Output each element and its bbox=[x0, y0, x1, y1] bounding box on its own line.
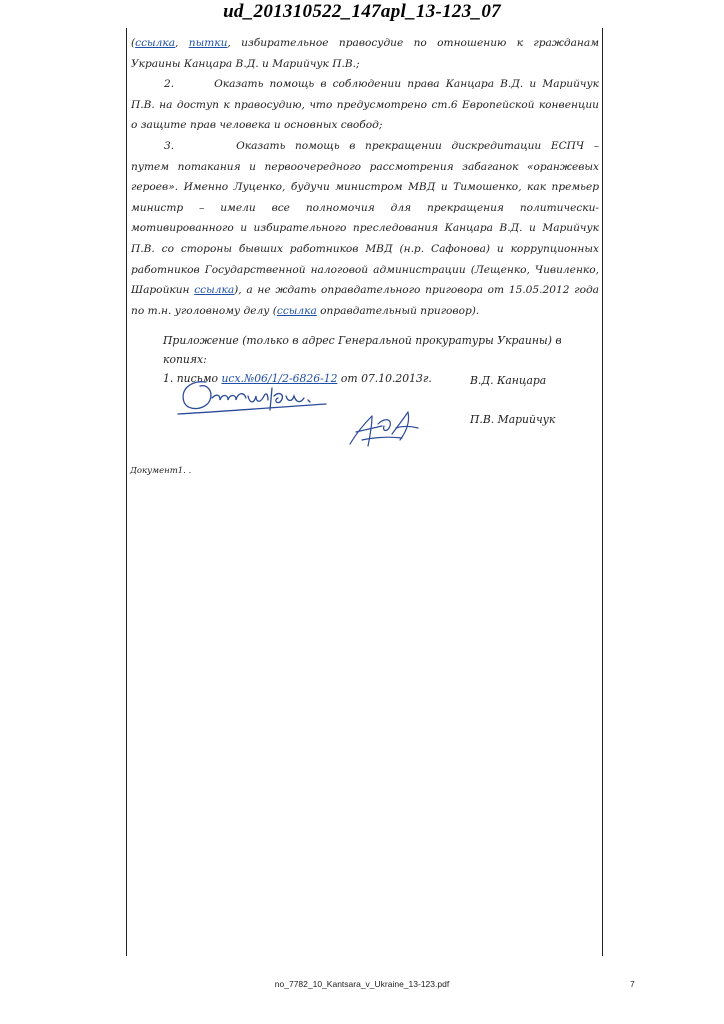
intro-text: , избирательное правосудие по отношению к гражданам Украины Канцара В.Д. и Марийчук П.В.; bbox=[131, 37, 599, 70]
appendix-heading: Приложение (только в адрес Генеральной прокуратуры Украины) в копиях: bbox=[163, 334, 562, 366]
item-3-number: 3. bbox=[164, 139, 175, 152]
document-id-title: ud_201310522_147apl_13-123_07 bbox=[223, 1, 501, 22]
signatory-mariychuk: П.В. Марийчук bbox=[470, 413, 556, 426]
document-mark: Документ1. . bbox=[130, 466, 192, 476]
item-2-text: Оказать помощь в соблюдении права Канцара В.Д. и Марийчук П.В. на доступ к правосудию, что предусмотрено ст.6 Европейской конвенции о защите прав человека и основных свобод; bbox=[131, 78, 599, 132]
signature-mariychuk-image bbox=[342, 404, 428, 452]
link-torture[interactable]: пытки bbox=[188, 37, 228, 49]
signatory-kantsara: В.Д. Канцара bbox=[470, 374, 547, 387]
link-letter-ref[interactable]: исх.№06/1/2-6826-12 bbox=[221, 372, 338, 385]
page-frame-left-border bbox=[126, 28, 127, 956]
appendix-item-suffix: от 07.10.2013г. bbox=[337, 372, 432, 385]
paragraph-intro: (ссылка, пытки, избирательное правосудие по отношению к гражданам Украины Канцара В.Д. и Марийчук П.В.; bbox=[131, 37, 599, 70]
item-2-number: 2. bbox=[164, 78, 175, 91]
item-3-text-3: оправдательный приговор). bbox=[316, 304, 480, 317]
item-3-text-2: ), а не ждать оправдательного приговора от 15.05.2012 года по т.н. уголовному делу ( bbox=[131, 284, 599, 317]
footer-filename: no_7782_10_Kantsara_v_Ukraine_13-123.pdf bbox=[274, 979, 450, 989]
link-reference-3[interactable]: ссылка bbox=[276, 304, 317, 317]
signature-kantsara-image bbox=[176, 374, 336, 420]
text-separator: , bbox=[175, 37, 189, 49]
link-reference-2[interactable]: ссылка bbox=[194, 284, 235, 297]
footer-page-number: 7 bbox=[630, 979, 635, 989]
page-frame-right-border bbox=[602, 28, 603, 956]
item-3-text-1: Оказать помощь в прекращении дискредитации ЕСПЧ – путем потакания и первоочередного рассмотрения забаганок «оранжевых героев». Именно Луценко, будучи министром МВД и Тимошенко, как премьер министр – имели все полномочия для прекращения политически-мотивированного и избирательного преследования Канцара В.Д. и Марийчук П.В. со стороны бывших работников МВД (н.р. Сафонова) и коррупционных работников Государственной налоговой администрации (Лещенко, Чивиленко, Шаройкин bbox=[131, 139, 599, 297]
paragraph-item-3 bbox=[131, 136, 599, 321]
paragraph-item-2 bbox=[131, 74, 599, 136]
link-reference[interactable]: ссылка bbox=[135, 37, 176, 49]
appendix-item-prefix: 1. письмо bbox=[163, 372, 222, 385]
letter-body bbox=[131, 33, 599, 321]
